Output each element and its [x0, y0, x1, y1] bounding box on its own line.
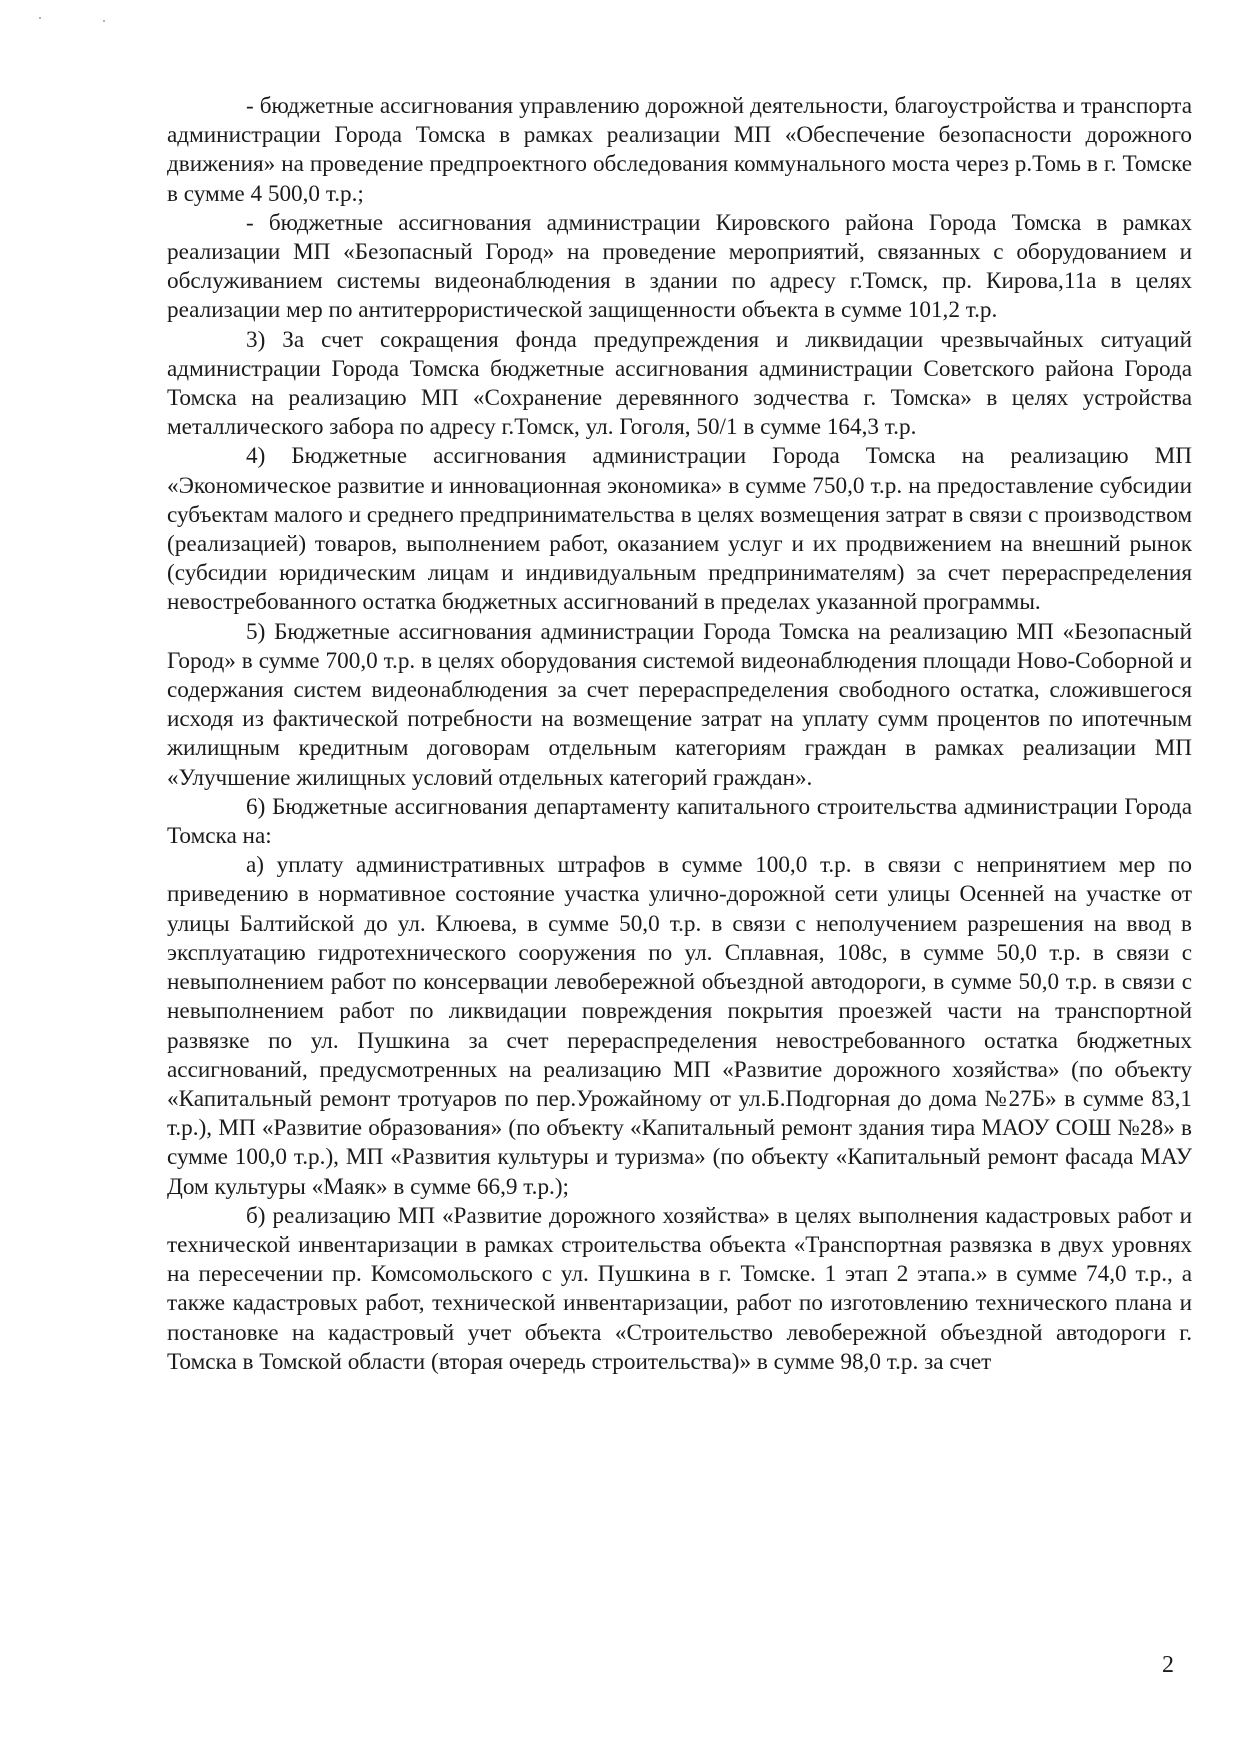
paragraph-item-6a-fines: а) уплату административных штрафов в сумме 100,0 т.р. в связи с непринятием мер по приведению в нормативное состояние участка улично-дорожной сети улицы Осенней на участке от улицы Балтийской до ул. Клюева, в сумме 50,0 т.р. в связи с неполучением разрешения на ввод в эксплуатацию гидротехнического сооружения по ул. Сплавная, 108с, в сумме 50,0 т.р. в связи с невыполнением работ по консервации левобережной объездной автодороги, в сумме 50,0 т.р. в связи с невыполнением работ по ликвидации повреждения покрытия проезжей части на транспортной развязке по ул. Пушкина за счет перераспределения невостребованного остатка бюджетных ассигнований, предусмотренных на реализацию МП «Развитие дорожного хозяйства» (по объекту «Капитальный ремонт тротуаров по пер.Урожайному от ул.Б.Подгорная до дома №27Б» в сумме 83,1 т.р.), МП «Развитие образования» (по объекту «Капитальный ремонт здания тира МАОУ СОШ №28» в сумме 100,0 т.р.), МП «Развития культуры и туризма» (по объекту «Капитальный ремонт фасада МАУ Дом культуры «Маяк» в сумме 66,9 т.р.); [167, 852, 1192, 1200]
scan-speck [103, 20, 105, 22]
paragraph-kirov-video-surveillance: - бюджетные ассигнования администрации Кировского района Города Томска в рамках реализации МП «Безопасный Город» на проведение мероприятий, связанных с оборудованием и обслуживанием системы видеонаблюдения в здании по адресу г.Томск, пр. Кирова,11а в целях реализации мер по антитеррористической защищенности объекта в сумме 101,2 т.р. [167, 209, 1192, 324]
paragraph-road-bridge-survey: - бюджетные ассигнования управлению дорожной деятельности, благоустройства и транспорта администрации Города Томска в рамках реализации МП «Обеспечение безопасности дорожного движения» на проведение предпроектного обследования коммунального моста через р.Томь в г. Томске в сумме 4 500,0 т.р.; [167, 93, 1192, 207]
paragraph-item-5-safe-city: 5) Бюджетные ассигнования администрации Города Томска на реализацию МП «Безопасный Город» в сумме 700,0 т.р. в целях оборудования системой видеонаблюдения площади Ново-Соборной и содержания систем видеонаблюдения за счет перераспределения свободного остатка, сложившегося исходя из фактической потребности на возмещение затрат на уплату сумм процентов по ипотечным жилищным кредитным договорам отдельным категориям граждан в рамках реализации МП «Улучшение жилищных условий отдельных категорий граждан». [167, 618, 1192, 791]
document-body [167, 92, 1192, 1377]
page-number: 2 [1162, 1652, 1174, 1678]
scan-speck [39, 17, 41, 19]
paragraph-item-4-economic-development: 4) Бюджетные ассигнования администрации Города Томска на реализацию МП «Экономическое развитие и инновационная экономика» в сумме 750,0 т.р. на предоставление субсидии субъектам малого и среднего предпринимательства в целях возмещения затрат в связи с производством (реализацией) товаров, выполнением работ, оказанием услуг и их продвижением на внешний рынок (субсидии юридическим лицам и индивидуальным предпринимателям) за счет перераспределения невостребованного остатка бюджетных ассигнований в пределах указанной программы. [167, 443, 1192, 616]
paragraph-item-6-capital-construction: 6) Бюджетные ассигнования департаменту капитального строительства администрации Города Томска на: [167, 793, 1192, 850]
paragraph-item-6b-cadastral-works: б) реализацию МП «Развитие дорожного хозяйства» в целях выполнения кадастровых работ и технической инвентаризации в рамках строительства объекта «Транспортная развязка в двух уровнях на пересечении пр. Комсомольского с ул. Пушкина в г. Томске. 1 этап 2 этапа.» в сумме 74,0 т.р., а также кадастровых работ, технической инвентаризации, работ по изготовлению технического плана и постановке на кадастровый учет объекта «Строительство левобережной объездной автодороги г. Томска в Томской области (вторая очередь строительства)» в сумме 98,0 т.р. за счет [167, 1202, 1192, 1375]
paragraph-item-3-wooden-architecture: 3) За счет сокращения фонда предупреждения и ликвидации чрезвычайных ситуаций администрации Города Томска бюджетные ассигнования администрации Советского района Города Томска на реализацию МП «Сохранение деревянного зодчества г. Томска» в целях устройства металлического забора по адресу г.Томск, ул. Гоголя, 50/1 в сумме 164,3 т.р. [167, 326, 1192, 441]
